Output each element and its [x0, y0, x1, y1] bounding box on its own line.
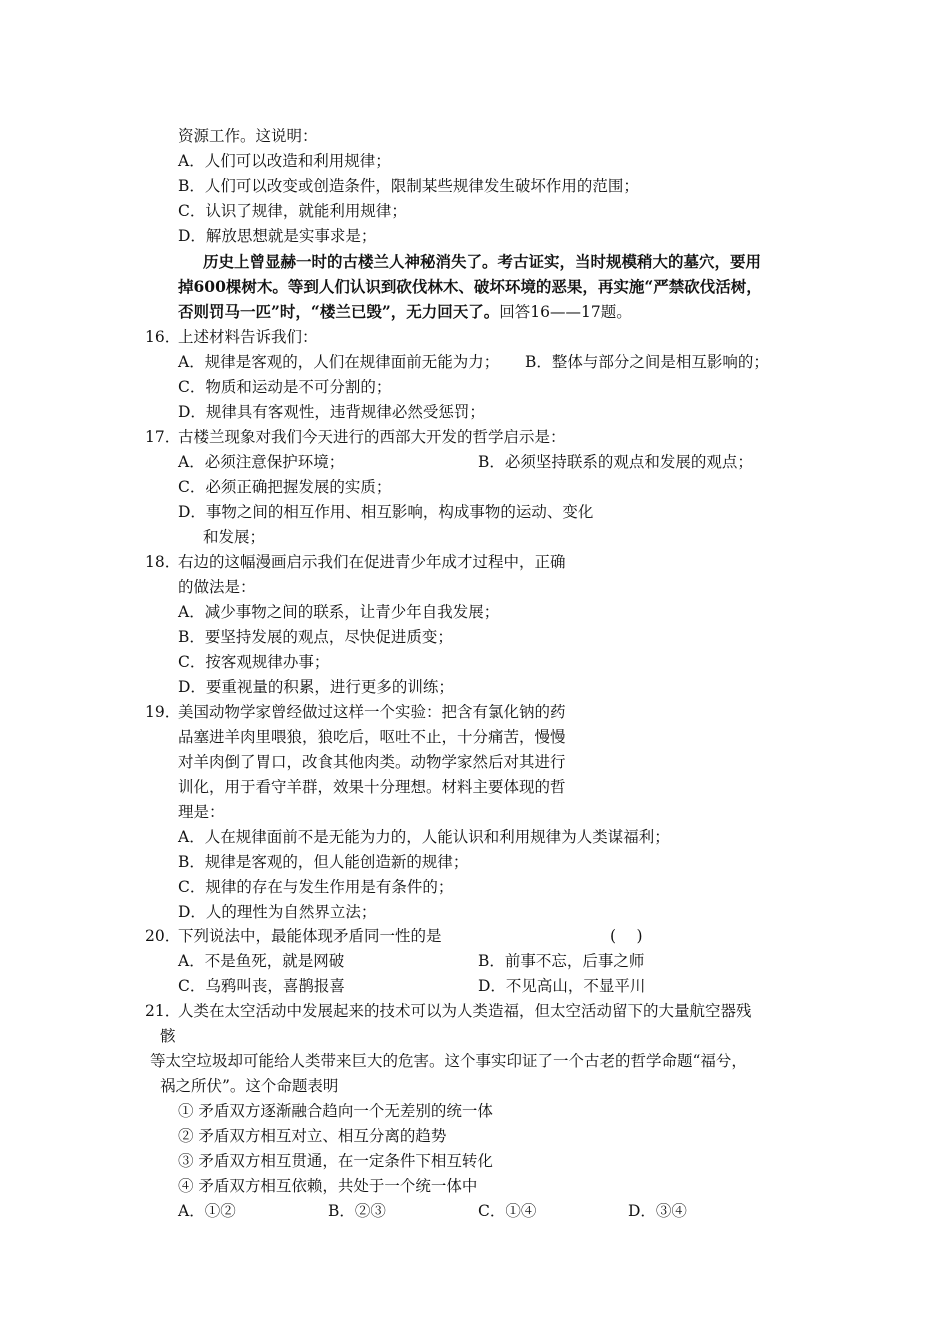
q21-item-4: ④ 矛盾双方相互依赖，共处于一个统一体中: [178, 1177, 478, 1195]
q21-stem-line-4: 祸之所伏”。这个命题表明: [160, 1077, 339, 1095]
passage-line-2: 掉600棵树木。等到人们认识到砍伐林木、破坏环境的恶果，再实施“严禁砍伐活树，: [178, 277, 762, 296]
q18-number: 18．: [145, 553, 181, 571]
q21-item-2: ② 矛盾双方相互对立、相互分离的趋势: [178, 1127, 447, 1145]
prev-option-b: B．人们可以改变或创造条件，限制某些规律发生破坏作用的范围；: [178, 177, 639, 195]
q18-stem-line-2: 的做法是：: [178, 578, 256, 596]
q17-number: 17．: [145, 428, 181, 446]
q19-stem-line-2: 品塞进羊肉里喂狼，狼吃后，呕吐不止，十分痛苦，慢慢: [178, 728, 566, 746]
q19-option-c: C．规律的存在与发生作用是有条件的；: [178, 878, 454, 896]
q21-item-1: ① 矛盾双方逐渐融合趋向一个无差别的统一体: [178, 1102, 493, 1120]
q16-option-c: C．物质和运动是不可分割的；: [178, 378, 392, 396]
passage-line-3: [178, 300, 632, 324]
q16-option-d: D．规律具有客观性，违背规律必然受惩罚；: [178, 403, 485, 421]
q19-option-a: A．人在规律面前不是无能为力的，人能认识和利用规律为人类谋福利；: [178, 828, 670, 846]
q21-number: 21．: [145, 1002, 181, 1020]
q17-option-c: C．必须正确把握发展的实质；: [178, 478, 392, 496]
q19-stem-line-4: 训化，用于看守羊群，效果十分理想。材料主要体现的哲: [178, 778, 566, 796]
q21-stem-line-3: 等太空垃圾却可能给人类带来巨大的危害。这个事实印证了一个古老的哲学命题“福兮，: [150, 1052, 747, 1070]
q16-option-b: B．整体与部分之间是相互影响的；: [525, 353, 769, 371]
q17-option-b: B．必须坚持联系的观点和发展的观点；: [478, 453, 753, 471]
q18-stem-line-1: 右边的这幅漫画启示我们在促进青少年成才过程中，正确: [178, 553, 566, 571]
q19-number: 19．: [145, 703, 181, 721]
q21-stem-line-2: 骸: [160, 1027, 176, 1045]
q20-option-a: A．不是鱼死，就是网破: [178, 952, 345, 970]
passage-line-1: 历史上曾显赫一时的古楼兰人神秘消失了。考古证实，当时规模稍大的墓穴，要用: [203, 252, 762, 271]
q19-stem-line-5: 理是：: [178, 803, 225, 821]
q21-option-b: B．②③: [328, 1202, 386, 1220]
q17-option-d-line-2: 和发展；: [203, 528, 266, 546]
q17-option-a: A．必须注意保护环境；: [178, 453, 345, 471]
q18-option-a: A．减少事物之间的联系，让青少年自我发展；: [178, 603, 500, 621]
q17-stem: 古楼兰现象对我们今天进行的西部大开发的哲学启示是：: [178, 428, 566, 446]
passage-line-3-bold: 否则罚马一匹”时，“楼兰已毁”，无力回天了。: [178, 302, 500, 321]
q20-option-b: B．前事不忘，后事之师: [478, 952, 645, 970]
q16-number: 16．: [145, 328, 181, 346]
q19-option-b: B．规律是客观的，但人能创造新的规律；: [178, 853, 469, 871]
q19-option-d: D．人的理性为自然界立法；: [178, 903, 377, 921]
passage-line-3-tail: 回答16——17题。: [499, 303, 632, 321]
q19-stem-line-1: 美国动物学家曾经做过这样一个实验：把含有氯化钠的药: [178, 703, 566, 721]
q16-option-a: A．规律是客观的，人们在规律面前无能为力；: [178, 353, 500, 371]
q18-option-c: C．按客观规律办事；: [178, 653, 330, 671]
prev-option-a: A．人们可以改造和利用规律；: [178, 152, 391, 170]
q18-option-b: B．要坚持发展的观点，尽快促进质变；: [178, 628, 453, 646]
prev-option-d: D．解放思想就是实事求是；: [178, 227, 377, 245]
q21-item-3: ③ 矛盾双方相互贯通，在一定条件下相互转化: [178, 1152, 493, 1170]
prev-question-continuation: 资源工作。这说明：: [178, 127, 318, 145]
q20-answer-bracket: ( ): [610, 927, 643, 945]
q20-stem: 下列说法中，最能体现矛盾同一性的是: [178, 927, 442, 945]
q21-option-c: C．①④: [478, 1202, 537, 1220]
q21-option-a: A．①②: [178, 1202, 236, 1220]
q19-stem-line-3: 对羊肉倒了胃口，改食其他肉类。动物学家然后对其进行: [178, 753, 566, 771]
q20-number: 20．: [145, 927, 181, 945]
q20-option-c: C．乌鸦叫丧，喜鹊报喜: [178, 977, 345, 995]
q16-stem: 上述材料告诉我们：: [178, 328, 318, 346]
q21-stem-line-1: 人类在太空活动中发展起来的技术可以为人类造福，但太空活动留下的大量航空器残: [178, 1002, 752, 1020]
q21-option-d: D．③④: [628, 1202, 687, 1220]
q18-option-d: D．要重视量的积累，进行更多的训练；: [178, 678, 454, 696]
prev-option-c: C．认识了规律，就能利用规律；: [178, 202, 407, 220]
q17-option-d-line-1: D．事物之间的相互作用、相互影响，构成事物的运动、变化: [178, 503, 594, 521]
q20-option-d: D．不见高山，不显平川: [478, 977, 646, 995]
